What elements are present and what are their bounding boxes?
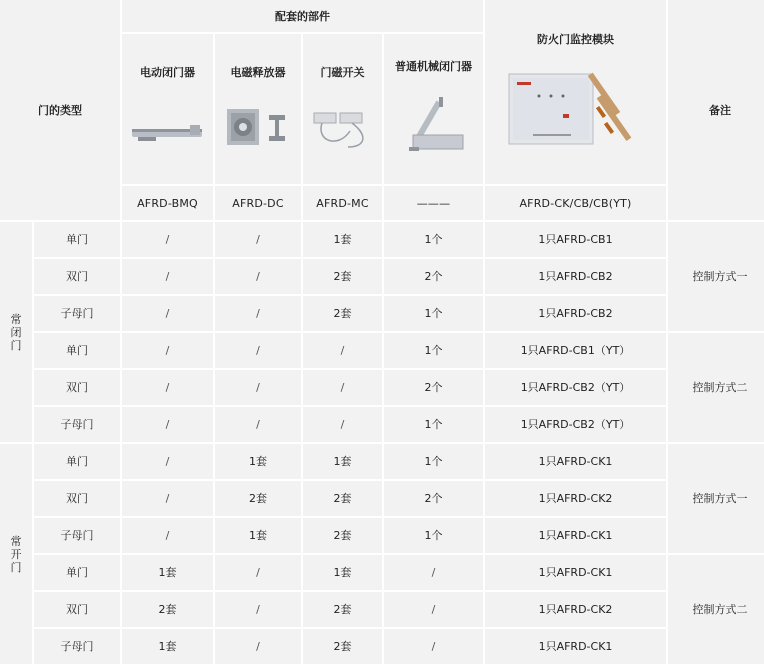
model-door-magnetic-switch: AFRD-MC — [303, 186, 382, 220]
model-mechanical-door-closer: ——— — [384, 186, 483, 220]
mc-cell: 1套 — [303, 444, 382, 479]
mech-cell: / — [384, 629, 483, 664]
mech-cell: 2个 — [384, 370, 483, 405]
dc-cell: / — [215, 370, 301, 405]
module-cell: 1只AFRD-CK1 — [485, 555, 666, 590]
group-char: 开 — [10, 547, 22, 561]
bmq-cell: 1套 — [122, 629, 213, 664]
group-char: 门 — [10, 560, 22, 574]
electric-door-closer-photo — [130, 113, 206, 153]
remark-header: 备注 — [668, 0, 764, 220]
dc-cell: / — [215, 222, 301, 257]
door-type-cell: 子母门 — [34, 407, 120, 442]
bmq-cell: / — [122, 370, 213, 405]
door-type-cell: 双门 — [34, 481, 120, 516]
model-electromagnetic-release: AFRD-DC — [215, 186, 301, 220]
mc-cell: 2套 — [303, 629, 382, 664]
module-cell: 1只AFRD-CK1 — [485, 518, 666, 553]
door-type-header: 门的类型 — [0, 0, 120, 220]
mc-cell: 2套 — [303, 296, 382, 331]
mech-cell: 1个 — [384, 333, 483, 368]
module-cell: 1只AFRD-CB2（YT） — [485, 407, 666, 442]
electromagnetic-release-photo — [223, 103, 293, 153]
door-type-cell: 子母门 — [34, 296, 120, 331]
door-magnetic-switch-photo — [308, 101, 378, 153]
group-char: 闭 — [10, 325, 22, 339]
dc-cell: 2套 — [215, 481, 301, 516]
dc-cell: / — [215, 629, 301, 664]
mc-cell: 2套 — [303, 481, 382, 516]
mech-cell: 1个 — [384, 222, 483, 257]
door-type-cell: 单门 — [34, 444, 120, 479]
mech-cell: / — [384, 592, 483, 627]
bmq-cell: 2套 — [122, 592, 213, 627]
remark-cell: 控制方式一 — [668, 222, 764, 331]
dc-cell: / — [215, 296, 301, 331]
bmq-cell: / — [122, 333, 213, 368]
mech-cell: 2个 — [384, 481, 483, 516]
mc-cell: 2套 — [303, 592, 382, 627]
door-type-cell: 子母门 — [34, 629, 120, 664]
dc-cell: / — [215, 333, 301, 368]
remark-cell: 控制方式一 — [668, 444, 764, 553]
bmq-cell: / — [122, 407, 213, 442]
mc-cell: / — [303, 370, 382, 405]
bmq-cell: / — [122, 222, 213, 257]
module-cell: 1只AFRD-CB2（YT） — [485, 370, 666, 405]
dc-cell: 1套 — [215, 444, 301, 479]
component-mechanical-door-closer — [384, 34, 483, 184]
mc-cell: 1套 — [303, 222, 382, 257]
component-electric-door-closer — [122, 34, 213, 184]
mc-cell: 2套 — [303, 518, 382, 553]
mc-cell: 2套 — [303, 259, 382, 294]
module-cell: 1只AFRD-CB1（YT） — [485, 333, 666, 368]
door-type-cell: 双门 — [34, 259, 120, 294]
door-type-cell: 双门 — [34, 370, 120, 405]
monitor-module-title: 防火门监控模块 — [537, 32, 614, 46]
mech-cell: 1个 — [384, 518, 483, 553]
bmq-cell: 1套 — [122, 555, 213, 590]
bmq-cell: / — [122, 518, 213, 553]
bmq-cell: / — [122, 259, 213, 294]
group-char: 常 — [10, 534, 22, 548]
door-type-cell: 单门 — [34, 333, 120, 368]
group-char: 门 — [10, 338, 22, 352]
door-type-cell: 子母门 — [34, 518, 120, 553]
mc-cell: 1套 — [303, 555, 382, 590]
component-name: 门磁开关 — [320, 65, 365, 79]
group-normally-open — [0, 444, 32, 664]
component-electromagnetic-release — [215, 34, 301, 184]
door-type-cell: 双门 — [34, 592, 120, 627]
remark-cell: 控制方式二 — [668, 333, 764, 442]
module-cell: 1只AFRD-CK1 — [485, 444, 666, 479]
remark-cell: 控制方式二 — [668, 555, 764, 664]
module-cell: 1只AFRD-CB2 — [485, 259, 666, 294]
group-char: 常 — [10, 312, 22, 326]
mc-cell: / — [303, 407, 382, 442]
group-normally-closed — [0, 222, 32, 442]
bmq-cell: / — [122, 296, 213, 331]
accessories-group-header: 配套的部件 — [122, 0, 483, 32]
fire-door-monitor-module-photo — [501, 62, 651, 152]
dc-cell: / — [215, 407, 301, 442]
module-cell: 1只AFRD-CK2 — [485, 481, 666, 516]
mechanical-door-closer-photo — [399, 89, 469, 159]
model-monitor-module: AFRD-CK/CB/CB(YT) — [485, 186, 666, 220]
mech-cell: 1个 — [384, 296, 483, 331]
component-name: 普通机械闭门器 — [395, 59, 472, 73]
module-cell: 1只AFRD-CK2 — [485, 592, 666, 627]
module-cell: 1只AFRD-CB1 — [485, 222, 666, 257]
bmq-cell: / — [122, 481, 213, 516]
dc-cell: 1套 — [215, 518, 301, 553]
monitor-module-header — [485, 0, 666, 184]
module-cell: 1只AFRD-CB2 — [485, 296, 666, 331]
bmq-cell: / — [122, 444, 213, 479]
module-cell: 1只AFRD-CK1 — [485, 629, 666, 664]
door-type-cell: 单门 — [34, 555, 120, 590]
mech-cell: 1个 — [384, 407, 483, 442]
mech-cell: / — [384, 555, 483, 590]
dc-cell: / — [215, 259, 301, 294]
dc-cell: / — [215, 592, 301, 627]
component-name: 电动闭门器 — [140, 65, 195, 79]
component-door-magnetic-switch — [303, 34, 382, 184]
component-name: 电磁释放器 — [230, 65, 286, 79]
mech-cell: 1个 — [384, 444, 483, 479]
model-electric-door-closer: AFRD-BMQ — [122, 186, 213, 220]
dc-cell: / — [215, 555, 301, 590]
mech-cell: 2个 — [384, 259, 483, 294]
door-type-cell: 单门 — [34, 222, 120, 257]
mc-cell: / — [303, 333, 382, 368]
